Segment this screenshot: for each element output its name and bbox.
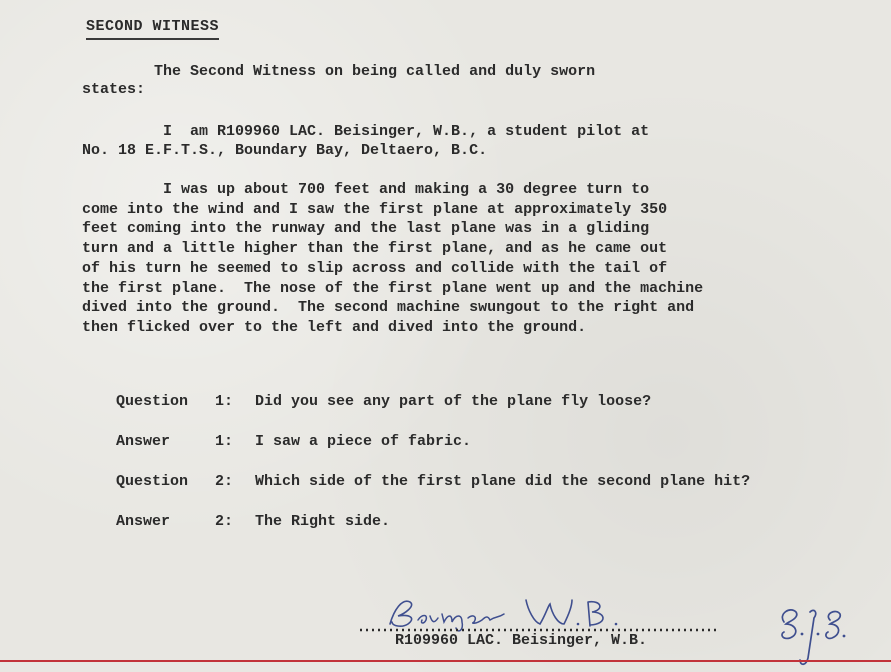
qa-number: 1:: [215, 433, 234, 450]
statement-line-4: turn and a little higher than the first plane, and as he came out: [82, 240, 668, 257]
qa-text: The Right side.: [255, 513, 391, 530]
qa-text: Which side of the first plane did the second plane hit?: [255, 473, 751, 490]
statement-line-5: of his turn he seemed to slip across and collide with the tail of: [82, 260, 668, 277]
signature-block: [358, 592, 728, 662]
intro-line-2: states:: [82, 81, 146, 98]
qa-text: I saw a piece of fabric.: [255, 433, 472, 450]
statement-line-8: then flicked over to the left and dived into the ground.: [82, 319, 587, 336]
qa-number: 1:: [215, 393, 234, 410]
statement-line-7: dived into the ground. The second machine swungout to the right and: [82, 299, 695, 316]
statement-line-1: I was up about 700 feet and making a 30 degree turn to: [82, 181, 650, 198]
statement-line-6: the first plane. The nose of the first plane went up and the machine: [82, 280, 704, 297]
qa-label: Question: [116, 393, 189, 410]
qa-number: 2:: [215, 513, 234, 530]
identity-line-2: No. 18 E.F.T.S., Boundary Bay, Deltaero, B.C.: [82, 142, 488, 159]
statement-line-2: come into the wind and I saw the first plane at approximately 350: [82, 201, 668, 218]
section-heading: SECOND WITNESS: [86, 18, 219, 40]
qa-text: Did you see any part of the plane fly loose?: [255, 393, 652, 410]
qa-label: Answer: [116, 513, 171, 530]
statement-line-3: feet coming into the runway and the last plane was in a gliding: [82, 220, 650, 237]
qa-label: Answer: [116, 433, 171, 450]
identity-line-1: I am R109960 LAC. Beisinger, W.B., a student pilot at: [82, 123, 650, 140]
handwritten-signature: [358, 592, 728, 637]
qa-label: Question: [116, 473, 189, 490]
margin-rule: [0, 660, 891, 662]
qa-number: 2:: [215, 473, 234, 490]
intro-line-1: The Second Witness on being called and duly sworn: [82, 63, 596, 80]
signature-typed-name: R109960 LAC. Beisinger, W.B.: [395, 632, 648, 649]
qa-row: [80, 496, 390, 547]
